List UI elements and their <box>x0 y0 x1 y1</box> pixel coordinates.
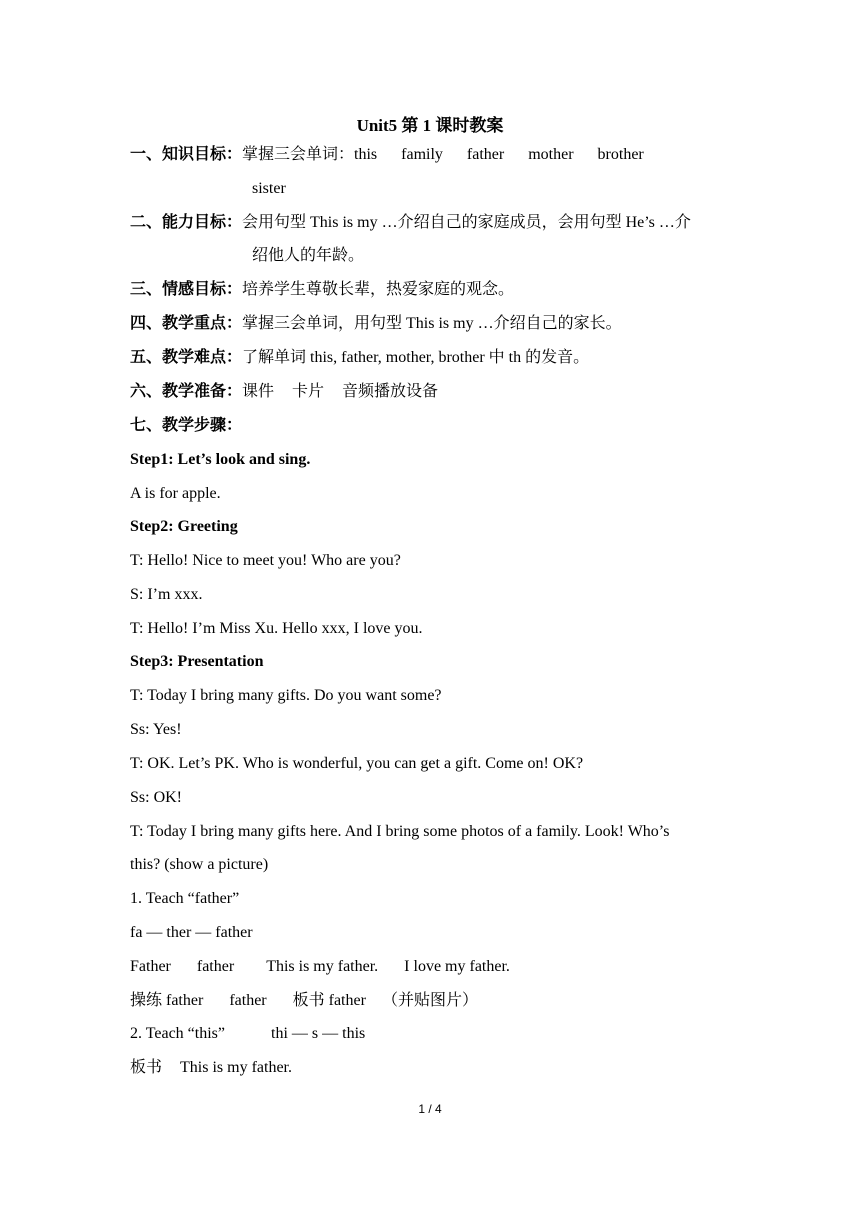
text-line: A is for apple. <box>130 485 221 502</box>
teach-this: 2. Teach “this” <box>130 1025 225 1042</box>
ability-continuation: 绍他人的年龄。 <box>252 247 365 264</box>
step1-heading: Step1: Let’s look and sing. <box>130 451 311 468</box>
ability-text: 会用句型 This is my …介绍自己的家庭成员，会用句型 He’s …介 <box>242 214 691 231</box>
text-line: Ss: Yes! <box>130 721 182 738</box>
text-line: T: Hello! I’m Miss Xu. Hello xxx, I love you. <box>130 620 423 637</box>
note: （并贴图片） <box>381 992 478 1009</box>
ability-label: 二、能力目标： <box>130 214 243 231</box>
board-sentence: This is my father. <box>180 1059 292 1076</box>
word-father: father <box>466 146 505 163</box>
teach-this-line <box>130 1024 365 1044</box>
text-line: 1. Teach “father” <box>130 890 240 907</box>
text-line: fa — ther — father <box>130 924 253 941</box>
difficulty-text: 了解单词 this, father, mother, brother 中 th 的发音。 <box>242 349 590 366</box>
difficulty-objective <box>130 348 589 368</box>
knowledge-intro: 掌握三会单词：this <box>242 146 378 163</box>
board-label: 板书 <box>130 1059 163 1076</box>
emotion-label: 三、情感目标： <box>130 281 243 298</box>
this-syllables: thi — s — this <box>271 1025 366 1042</box>
drill-word: father <box>229 992 267 1009</box>
father-practice-line <box>130 957 510 977</box>
text-line: S: I’m xxx. <box>130 586 203 603</box>
step2-heading: Step2: Greeting <box>130 518 238 535</box>
word-brother: brother <box>597 146 644 163</box>
focus-text: 掌握三会单词，用句型 This is my …介绍自己的家长。 <box>242 315 622 332</box>
focus-objective <box>130 314 622 334</box>
drill: 操练 father <box>130 992 204 1009</box>
text-line: T: Today I bring many gifts. Do you want some? <box>130 687 442 704</box>
ability-objective <box>130 213 691 233</box>
steps-label: 七、教学步骤： <box>130 417 243 434</box>
text-line: T: Today I bring many gifts here. And I bring some photos of a family. Look! Who’s <box>130 823 670 840</box>
prep-item-cards: 卡片 <box>292 383 325 400</box>
emotion-text: 培养学生尊敬长辈，热爱家庭的观念。 <box>242 281 515 298</box>
knowledge-objective <box>130 145 644 165</box>
word: Father <box>130 958 171 975</box>
focus-label: 四、教学重点： <box>130 315 243 332</box>
prep-objective <box>130 382 438 402</box>
word-mother: mother <box>528 146 574 163</box>
knowledge-continuation: sister <box>252 180 286 197</box>
text-line: T: OK. Let’s PK. Who is wonderful, you can get a gift. Come on! OK? <box>130 755 584 772</box>
prep-label: 六、教学准备： <box>130 383 243 400</box>
drill-line <box>130 991 478 1011</box>
sentence: I love my father. <box>404 958 510 975</box>
prep-item-audio: 音频播放设备 <box>342 383 439 400</box>
text-line: Ss: OK! <box>130 789 183 806</box>
text-line: this? (show a picture) <box>130 856 269 873</box>
text-line: T: Hello! Nice to meet you! Who are you? <box>130 552 401 569</box>
sentence: This is my father. <box>266 958 379 975</box>
prep-item-courseware: 课件 <box>242 383 275 400</box>
word: father <box>196 958 235 975</box>
word-family: family <box>401 146 443 163</box>
difficulty-label: 五、教学难点： <box>130 349 243 366</box>
page-title: Unit5 第 1 课时教案 <box>356 116 504 135</box>
emotion-objective <box>130 280 514 300</box>
board-write: 板书 father <box>292 992 366 1009</box>
step3-heading: Step3: Presentation <box>130 653 264 670</box>
knowledge-label: 一、知识目标： <box>130 146 243 163</box>
page-number: 1 / 4 <box>418 1102 442 1116</box>
board-line <box>130 1058 292 1078</box>
